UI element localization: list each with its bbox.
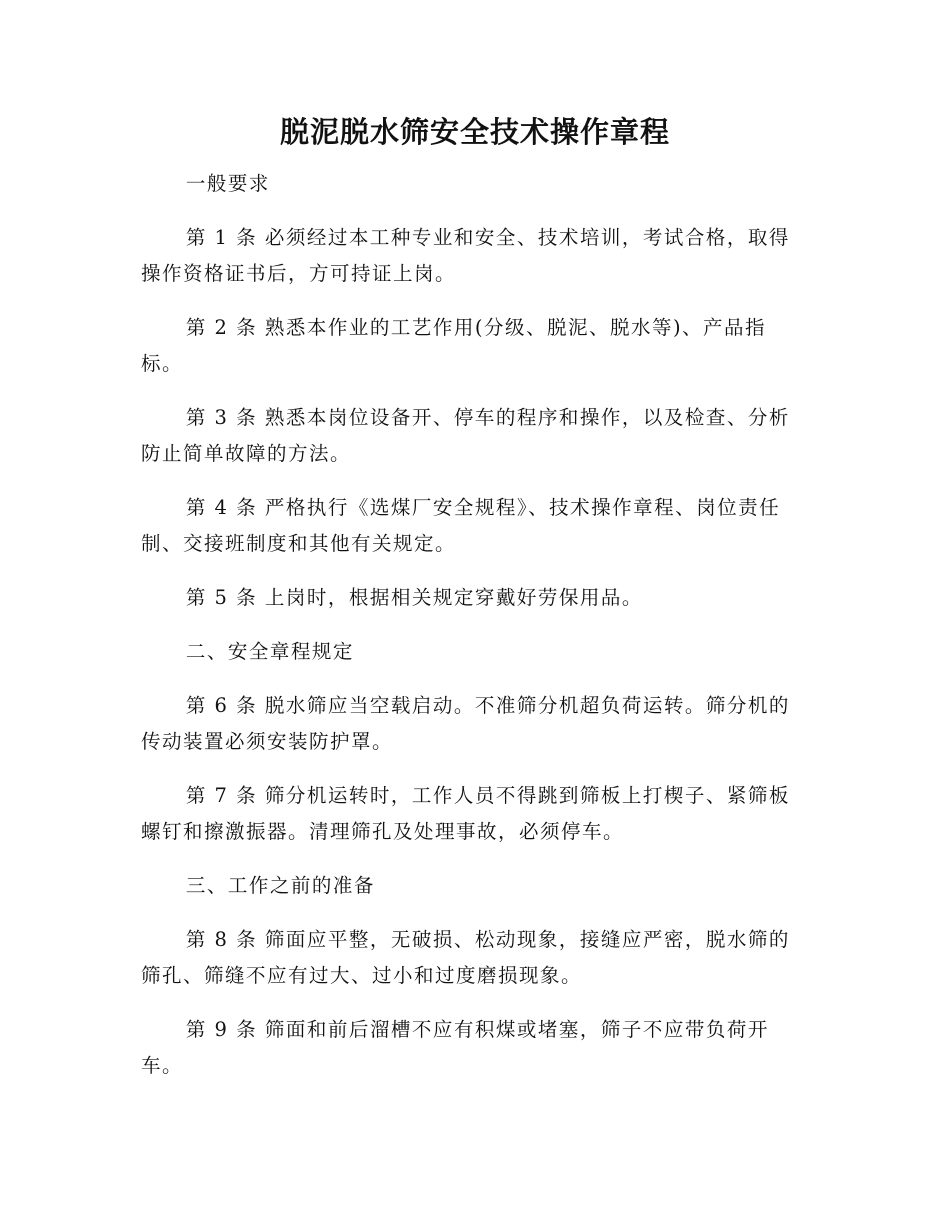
article-8: 第 8 条 筛面应平整，无破损、松动现象，接缝应严密，脱水筛的筛孔、筛缝不应有过大、过小和过度磨损现象。 [141, 928, 790, 987]
article-7: 第 7 条 筛分机运转时，工作人员不得跳到筛板上打楔子、紧筛板螺钉和擦激振器。清理筛孔及处理事故，必须停车。 [141, 784, 790, 843]
article-5: 第 5 条 上岗时，根据相关规定穿戴好劳保用品。 [185, 586, 643, 609]
section-heading-preparation: 三、工作之前的准备 [185, 874, 375, 897]
article-4: 第 4 条 严格执行《选煤厂安全规程》、技术操作章程、岗位责任制、交接班制度和其他有关规定。 [141, 496, 781, 555]
article-1: 第 1 条 必须经过本工种专业和安全、技术培训，考试合格，取得操作资格证书后，方可持证上岗。 [141, 226, 790, 285]
document-title: 脱泥脱水筛安全技术操作章程 [279, 115, 670, 149]
section-heading-general: 一般要求 [185, 172, 270, 195]
section-heading-safety: 二、安全章程规定 [185, 640, 354, 663]
article-3: 第 3 条 熟悉本岗位设备开、停车的程序和操作，以及检查、分析防止简单故障的方法。 [141, 406, 790, 465]
document-body [141, 166, 805, 1102]
article-6: 第 6 条 脱水筛应当空载启动。不准筛分机超负荷运转。筛分机的传动装置必须安装防护罩。 [141, 694, 790, 753]
article-2: 第 2 条 熟悉本作业的工艺作用(分级、脱泥、脱水等)、产品指标。 [141, 316, 767, 375]
article-9: 第 9 条 筛面和前后溜槽不应有积煤或堵塞，筛子不应带负荷开车。 [141, 1018, 769, 1077]
